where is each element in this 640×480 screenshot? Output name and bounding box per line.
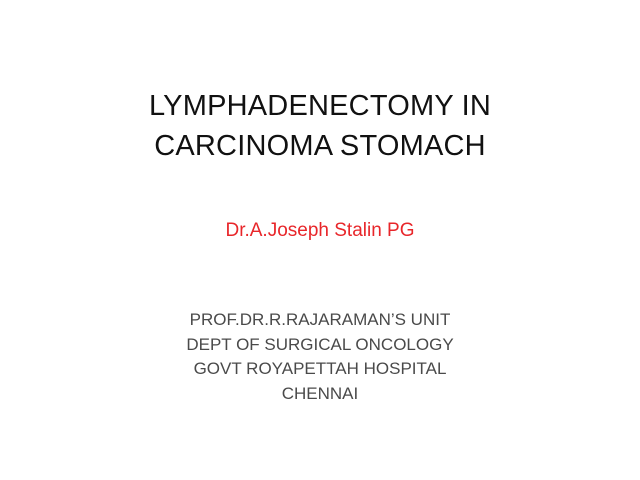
affiliation-line-unit: PROF.DR.R.RAJARAMAN’S UNIT [189,310,451,329]
affiliation-line-department: DEPT OF SURGICAL ONCOLOGY [186,334,454,354]
slide-title [0,86,640,166]
slide-title-line-1: LYMPHADENECTOMY IN [149,90,491,122]
affiliation-line-city: CHENNAI [281,383,359,403]
slide-author: Dr.A.Joseph Stalin PG [225,220,415,241]
slide-affiliation [0,308,640,406]
affiliation-line-hospital: GOVT ROYAPETTAH HOSPITAL [193,359,447,378]
slide-title-line-2: CARCINOMA STOMACH [154,130,486,162]
